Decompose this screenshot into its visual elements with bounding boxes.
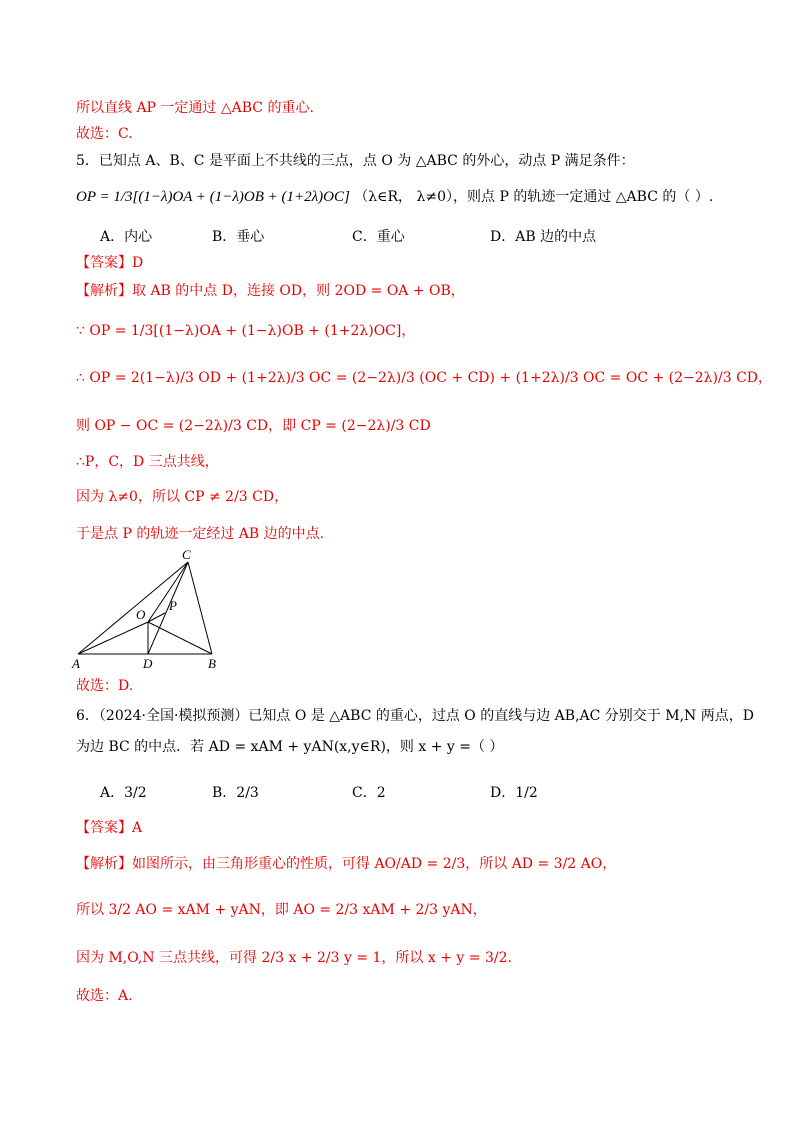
- q5-analysis-6: 因为 λ≠0，所以 CP ≠ 2/3 CD，: [76, 489, 289, 505]
- q5-analysis-4: 则 OP − OC = (2−2λ)/3 CD，即 CP = (2−2λ)/3 CD: [76, 418, 431, 434]
- segment-cd: [148, 562, 188, 654]
- top-line-1: 所以直线 AP 一定通过 △ABC 的重心.: [76, 100, 314, 116]
- top-line-2: 故选：C.: [76, 126, 133, 142]
- q5-analysis-3: ∴ OP = 2(1−λ)/3 OD + (1+2λ)/3 OC = (2−2λ)/3 (OC + CD) + (1+2λ)/3 OC = OC + (2−2λ)/3 CD，: [76, 370, 773, 386]
- segment-ao: [78, 622, 148, 654]
- q5-stem-cond: （λ∈R， λ≠0），则点 P 的轨迹一定通过 △ABC 的（ ）.: [354, 189, 714, 205]
- q6-analysis-1: 【解析】如图所示，由三角形重心的性质，可得 AO/AD = 2/3，所以 AD = 3/2 AO，: [76, 856, 617, 872]
- q6-answer: 【答案】A: [76, 820, 143, 836]
- label-b: B: [208, 656, 216, 671]
- q5-conclusion: 故选：D.: [76, 678, 134, 694]
- q5-option-d: D．AB 边的中点: [490, 229, 597, 245]
- triangle-figure: [68, 548, 238, 672]
- q5-stem-line-2: [76, 187, 713, 207]
- label-p: P: [169, 598, 177, 613]
- segment-bo: [148, 622, 212, 654]
- q6-analysis-3: 因为 M,O,N 三点共线，可得 2/3 x + 2/3 y = 1，所以 x + y = 3/2.: [76, 950, 512, 966]
- q6-analysis-2: 所以 3/2 AO = xAM + yAN，即 AO = 2/3 xAM + 2/3 yAN，: [76, 902, 487, 918]
- q5-analysis-7: 于是点 P 的轨迹一定经过 AB 边的中点.: [76, 526, 325, 542]
- q5-option-b: B．垂心: [212, 229, 265, 245]
- q6-stem-line-2: 为边 BC 的中点．若 AD = xAM + yAN(x,y∈R)，则 x + y =（ ）: [76, 739, 504, 755]
- q5-option-c: C．重心: [352, 229, 405, 245]
- label-d: D: [143, 656, 153, 671]
- q5-analysis-2: ∵ OP = 1/3[(1−λ)OA + (1−λ)OB + (1+2λ)OC]，: [76, 323, 416, 339]
- q5-stem-formula: OP = 1/3[(1−λ)OA + (1−λ)OB + (1+2λ)OC]: [76, 189, 350, 205]
- q5-answer: 【答案】D: [76, 255, 144, 271]
- q6-stem-line-1: 6．（2024·全国·模拟预测）已知点 O 是 △ABC 的重心，过点 O 的直线与边 AB,AC 分别交于 M,N 两点，D: [76, 708, 754, 724]
- q5-stem-line-1: 5．已知点 A、B、C 是平面上不共线的三点，点 O 为 △ABC 的外心，动点 P 满足条件：: [76, 153, 635, 169]
- label-a: A: [72, 656, 80, 671]
- q5-option-a: A．内心: [100, 229, 153, 245]
- q5-analysis-5: ∴P，C，D 三点共线，: [76, 454, 219, 470]
- label-c: C: [182, 548, 191, 562]
- segment-oc: [148, 562, 188, 622]
- q6-analysis-4: 故选：A.: [76, 988, 133, 1004]
- q6-option-b: B．2/3: [212, 785, 259, 801]
- segment-bc: [188, 562, 212, 654]
- q6-option-d: D．1/2: [490, 785, 538, 801]
- q6-option-c: C．2: [352, 785, 386, 801]
- label-o: O: [136, 607, 146, 622]
- q6-option-a: A．3/2: [100, 785, 147, 801]
- q5-analysis-1: 【解析】取 AB 的中点 D，连接 OD，则 2OD = OA + OB，: [76, 283, 465, 299]
